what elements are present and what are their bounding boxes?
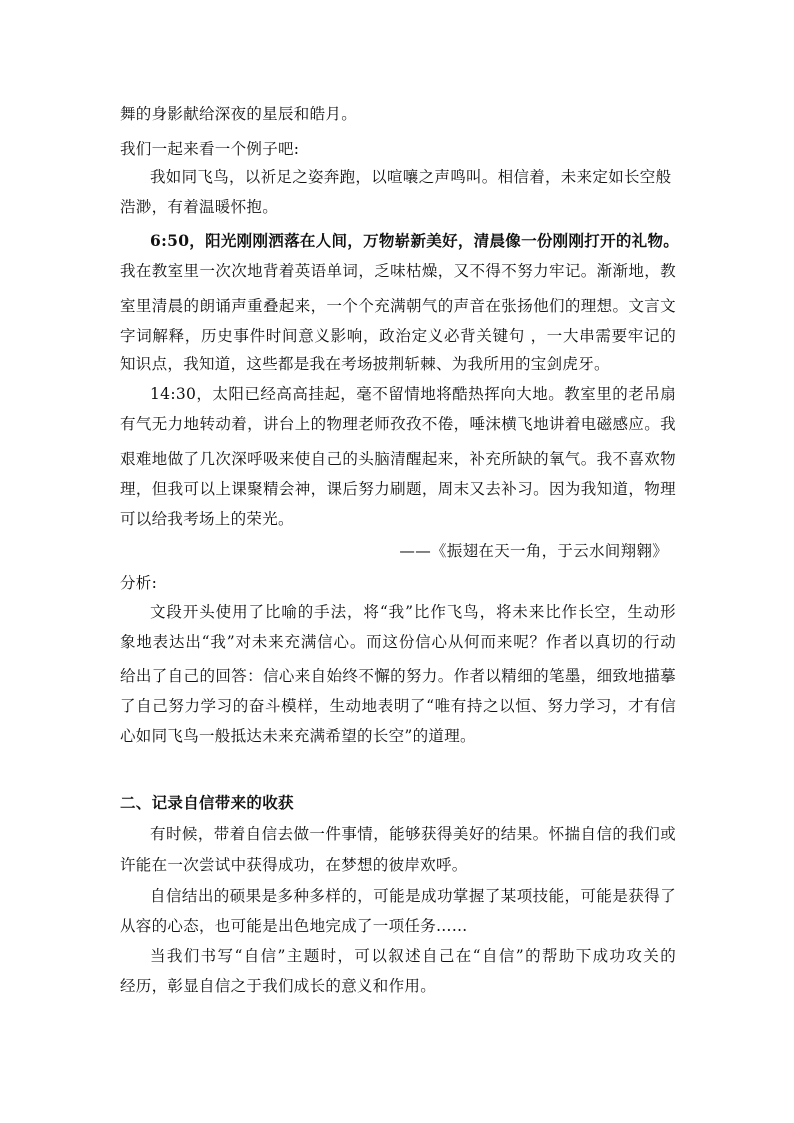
section-paragraph-line: 有时候，带着自信去做一件事情，能够获得美好的结果。怀揣自信的我们或 [150, 825, 676, 843]
section-paragraph-line: 自信结出的硕果是多种多样的，可能是成功掌握了某项技能，可能是获得了 [150, 887, 676, 905]
paragraph-line: 我们一起来看一个例子吧: [120, 140, 300, 158]
analysis-label: 分析: [120, 574, 158, 592]
section-paragraph-line: 许能在一次尝试中获得成功，在梦想的彼岸欢呼。 [120, 856, 468, 874]
analysis-line: 文段开头使用了比喻的手法，将“我”比作飞鸟，将未来比作长空，生动形 [150, 603, 676, 621]
section-paragraph-line: 从容的心态，也可能是出色地完成了一项任务…… [120, 917, 468, 935]
paragraph-line: 舞的身影献给深夜的星辰和皓月。 [120, 105, 358, 123]
analysis-line: 了自己努力学习的奋斗模样，生动地表明了“唯有持之以恒、努力学习，才有信 [120, 697, 676, 715]
section-paragraph-line: 当我们书写“自信”主题时，可以叙述自己在“自信”的帮助下成功攻关的 [150, 947, 676, 965]
example-line: 浩渺，有着温暖怀抱。 [120, 198, 279, 216]
example-line: 字词解释，历史事件时间意义影响，政治定义必背关键句 ，一大串需要牢记的 [120, 327, 676, 345]
analysis-line: 心如同飞鸟一般抵达未来充满希望的长空”的道理。 [120, 727, 476, 745]
example-line: 理，但我可以上课聚精会神，课后努力刷题，周末又去补习。因为我知道，物理 [120, 480, 676, 498]
section-heading: 二、记录自信带来的收获 [120, 793, 294, 812]
example-line: 知识点，我知道，这些都是我在考场披荆斩棘、为我所用的宝剑虎牙。 [120, 355, 610, 373]
example-line: 我如同飞鸟，以祈足之姿奔跑，以喧嚷之声鸣叫。相信着，未来定如长空般 [150, 168, 672, 186]
example-line: 14:30，太阳已经高高挂起，毫不留情地将酷热挥向大地。教室里的老吊扇 [150, 385, 676, 403]
example-line: 我在教室里一次次地背着英语单词，乏味枯燥，又不得不努力牢记。渐渐地，教 [120, 262, 676, 280]
analysis-line: 给出了自己的回答：信心来自始终不懈的努力。作者以精细的笔墨，细致地描摹 [120, 667, 676, 685]
example-line: 室里清晨的朗诵声重叠起来，一个个充满朝气的声音在张扬他们的理想。文言文 [120, 297, 676, 315]
example-line: 艰难地做了几次深呼吸来使自己的头脑清醒起来，补充所缺的氧气。我不喜欢物 [120, 450, 676, 468]
analysis-line: 象地表达出“我”对未来充满信心。而这份信心从何而来呢？作者以真切的行动 [120, 633, 676, 651]
section-paragraph-line: 经历，彰显自信之于我们成长的意义和作用。 [120, 977, 437, 995]
example-line: 有气无力地转动着，讲台上的物理老师孜孜不倦，唾沫横飞地讲着电磁感应。我 [120, 415, 676, 433]
example-line-bold: 6:50，阳光刚刚洒落在人间，万物崭新美好，清晨像一份刚刚打开的礼物。 [150, 231, 680, 250]
example-line: 可以给我考场上的荣光。 [120, 510, 294, 528]
example-source: ——《振翅在天一角，于云水间翔翱》 [399, 542, 668, 560]
